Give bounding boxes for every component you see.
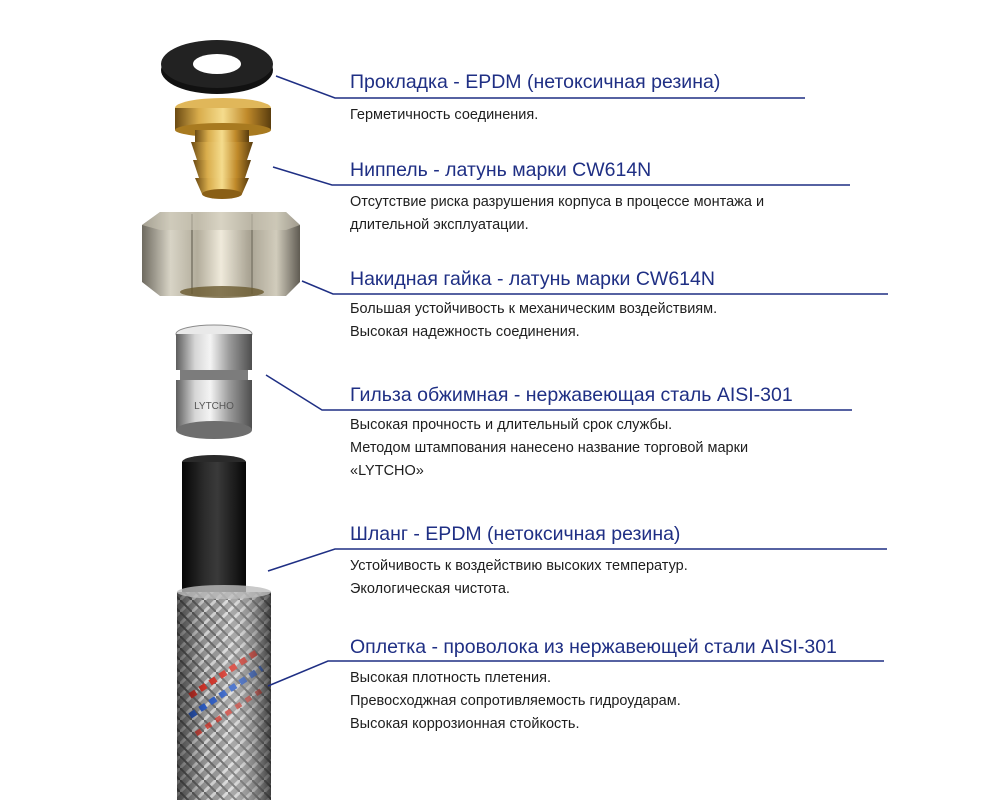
nut-title: Накидная гайка - латунь марки CW614N [350, 268, 715, 290]
hose-title: Шланг - EPDM (нетоксичная резина) [350, 523, 681, 545]
sleeve-description [350, 414, 748, 483]
sleeve-title: Гильза обжимная - нержавеющая сталь AISI-301 [350, 384, 793, 406]
crimp-sleeve [176, 325, 252, 439]
gasket-ring [161, 40, 273, 94]
brass-nipple [175, 98, 271, 199]
sleeve-marking: LYTCHO [194, 401, 234, 412]
braid-description [350, 667, 681, 736]
nut-description [350, 298, 717, 344]
hose-desc-line: Экологическая чистота. [350, 581, 510, 597]
nut-desc-line: Высокая надежность соединения. [350, 324, 580, 340]
braid-desc-line: Высокая плотность плетения. [350, 670, 552, 686]
sleeve-desc-line: «LYTCHO» [350, 463, 424, 479]
gasket-desc-line: Герметичность соединения. [350, 107, 539, 123]
nipple-desc-line: длительной эксплуатации. [350, 217, 529, 233]
braid-desc-line: Превосходжная сопротивляемость гидроударам. [350, 693, 681, 709]
nipple-title: Ниппель - латунь марки CW614N [350, 159, 652, 181]
nut-desc-line: Большая устойчивость к механическим воздействиям. [350, 301, 718, 317]
nipple-description [350, 191, 764, 237]
braid-title: Оплетка - проволока из нержавеющей стали AISI-301 [350, 636, 837, 658]
hose-desc-line: Устойчивость к воздействию высоких температур. [350, 558, 688, 574]
rubber-hose [182, 455, 246, 602]
braid-desc-line: Высокая коррозионная стойкость. [350, 716, 580, 732]
sleeve-desc-line: Методом штампования нанесено название торговой марки [350, 440, 749, 456]
gasket-title: Прокладка - EPDM (нетоксичная резина) [350, 71, 721, 93]
sleeve-desc-line: Высокая прочность и длительный срок службы. [350, 417, 673, 433]
union-nut [142, 212, 300, 298]
gasket-description [350, 104, 538, 127]
hose-description [350, 555, 688, 601]
nipple-desc-line: Отсутствие риска разрушения корпуса в процессе монтажа и [350, 194, 765, 210]
steel-braid [177, 585, 271, 800]
